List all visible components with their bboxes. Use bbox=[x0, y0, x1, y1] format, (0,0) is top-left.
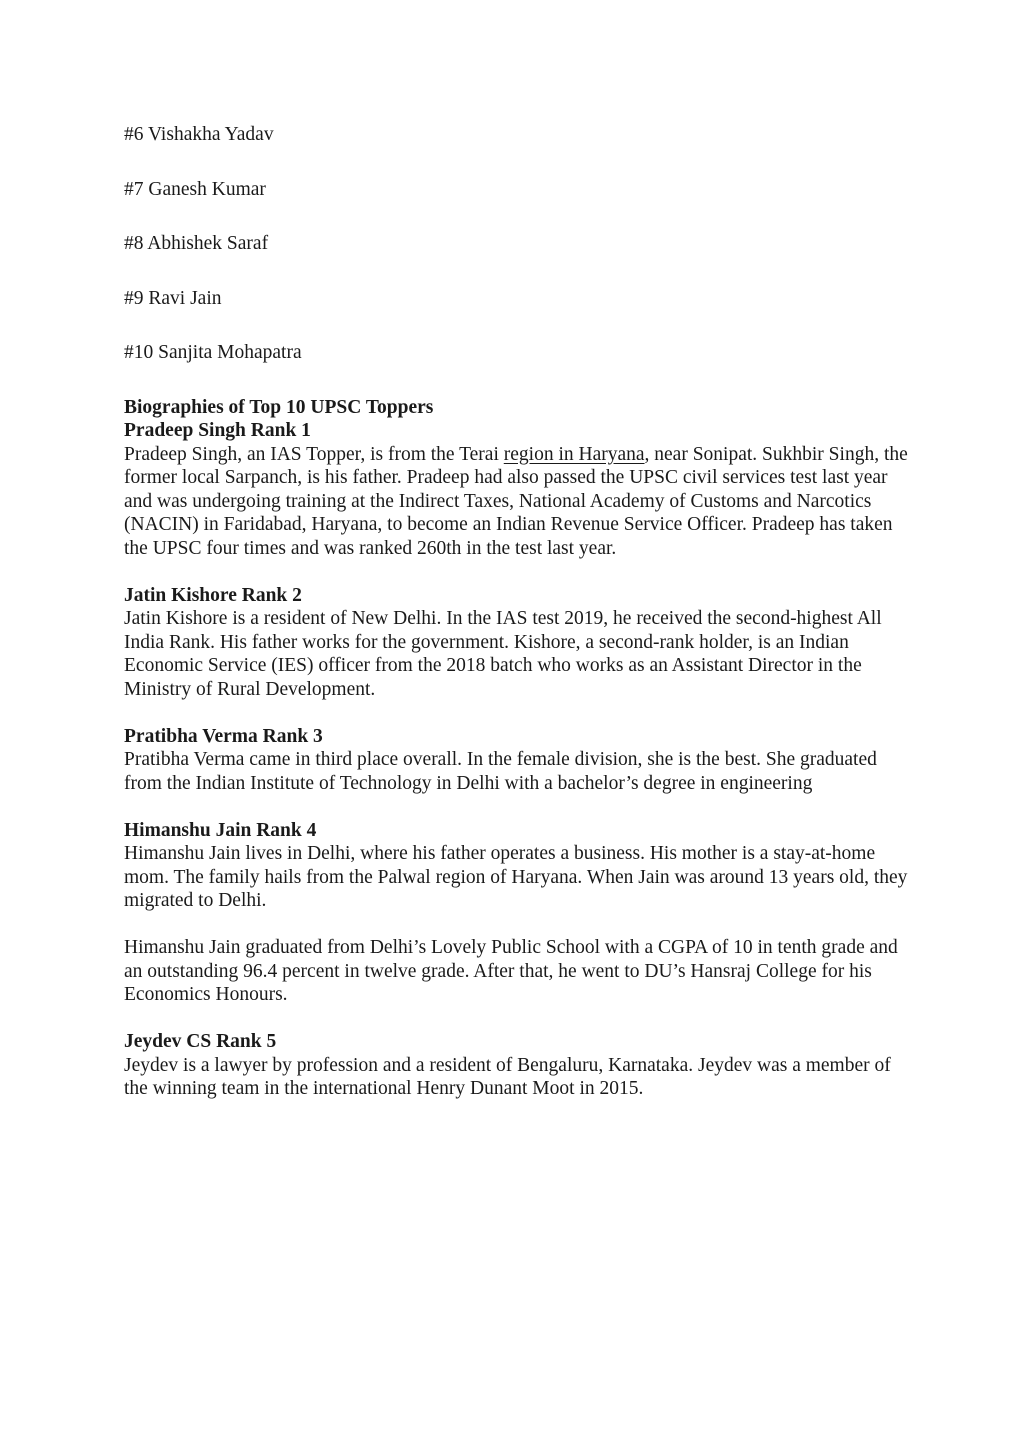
bio-heading-pradeep: Pradeep Singh Rank 1 bbox=[124, 420, 311, 441]
bio-text-pratibha: Pratibha Verma came in third place overall. In the female division, she is the best. She graduated from the Indian Institute of Technology in Delhi with a bachelor’s degree in engineering bbox=[124, 749, 877, 794]
bio-text-pradeep-end: , near Sonipat. Sukhbir Singh, the former local Sarpanch, is his father. Pradeep had also passed the UPSC civil services test last year and was undergoing training at the Indirect Taxes, National Academy of Customs and Narcotics (NACIN) in Faridabad, Haryana, to become an Indian Revenue Service Officer. Pradeep has taken the UPSC four times and was ranked 260th in the test last year. bbox=[124, 443, 908, 559]
bio-heading-jatin: Jatin Kishore Rank 2 bbox=[124, 584, 302, 606]
list-item: #10 Sanjita Mohapatra bbox=[124, 342, 302, 363]
section-title: Biographies of Top 10 UPSC Toppers bbox=[124, 396, 434, 418]
document-content bbox=[124, 123, 914, 1124]
bio-text-jatin: Jatin Kishore is a resident of New Delhi. In the IAS test 2019, he received the second-highest All India Rank. His father works for the government. Kishore, a second-rank holder, is an Indian Economic Service (IES) officer from the 2018 batch who works as an Assistant Director in the Ministry of Rural Development. bbox=[124, 608, 882, 700]
bio-heading-himanshu: Himanshu Jain Rank 4 bbox=[124, 819, 317, 841]
bio-text-himanshu-2: Himanshu Jain graduated from Delhi’s Lovely Public School with a CGPA of 10 in tenth grade and an outstanding 96.4 percent in twelve grade. After that, he went to DU’s Hansraj College for his Economics Honours. bbox=[124, 937, 898, 1005]
bio-section-jeydev bbox=[124, 1030, 914, 1101]
bio-text-pradeep bbox=[124, 443, 914, 561]
bio-section-pratibha bbox=[124, 725, 914, 796]
bio-text-pradeep-start: Pradeep Singh, an IAS Topper, is from the Terai bbox=[124, 443, 504, 465]
bio-section-jatin bbox=[124, 584, 914, 702]
list-item: #6 Vishakha Yadav bbox=[124, 124, 274, 145]
list-item: #7 Ganesh Kumar bbox=[124, 178, 266, 200]
bio-text-himanshu-1: Himanshu Jain lives in Delhi, where his father operates a business. His mother is a stay-at-home mom. The family hails from the Palwal region of Haryana. When Jain was around 13 years old, they migrated to Delhi. bbox=[124, 843, 908, 911]
bio-heading-jeydev: Jeydev CS Rank 5 bbox=[124, 1031, 277, 1052]
bio-section-pradeep bbox=[124, 396, 914, 561]
bio-text-jeydev: Jeydev is a lawyer by profession and a resident of Bengaluru, Karnataka. Jeydev was a member of the winning team in the international Henry Dunant Moot in 2015. bbox=[124, 1054, 891, 1099]
region-link[interactable]: region in Haryana bbox=[503, 443, 645, 465]
list-item: #8 Abhishek Saraf bbox=[124, 233, 269, 254]
bio-heading-pratibha: Pratibha Verma Rank 3 bbox=[124, 725, 323, 747]
bio-section-himanshu bbox=[124, 819, 914, 1007]
rank-list bbox=[124, 123, 914, 365]
list-item: #9 Ravi Jain bbox=[124, 287, 222, 309]
